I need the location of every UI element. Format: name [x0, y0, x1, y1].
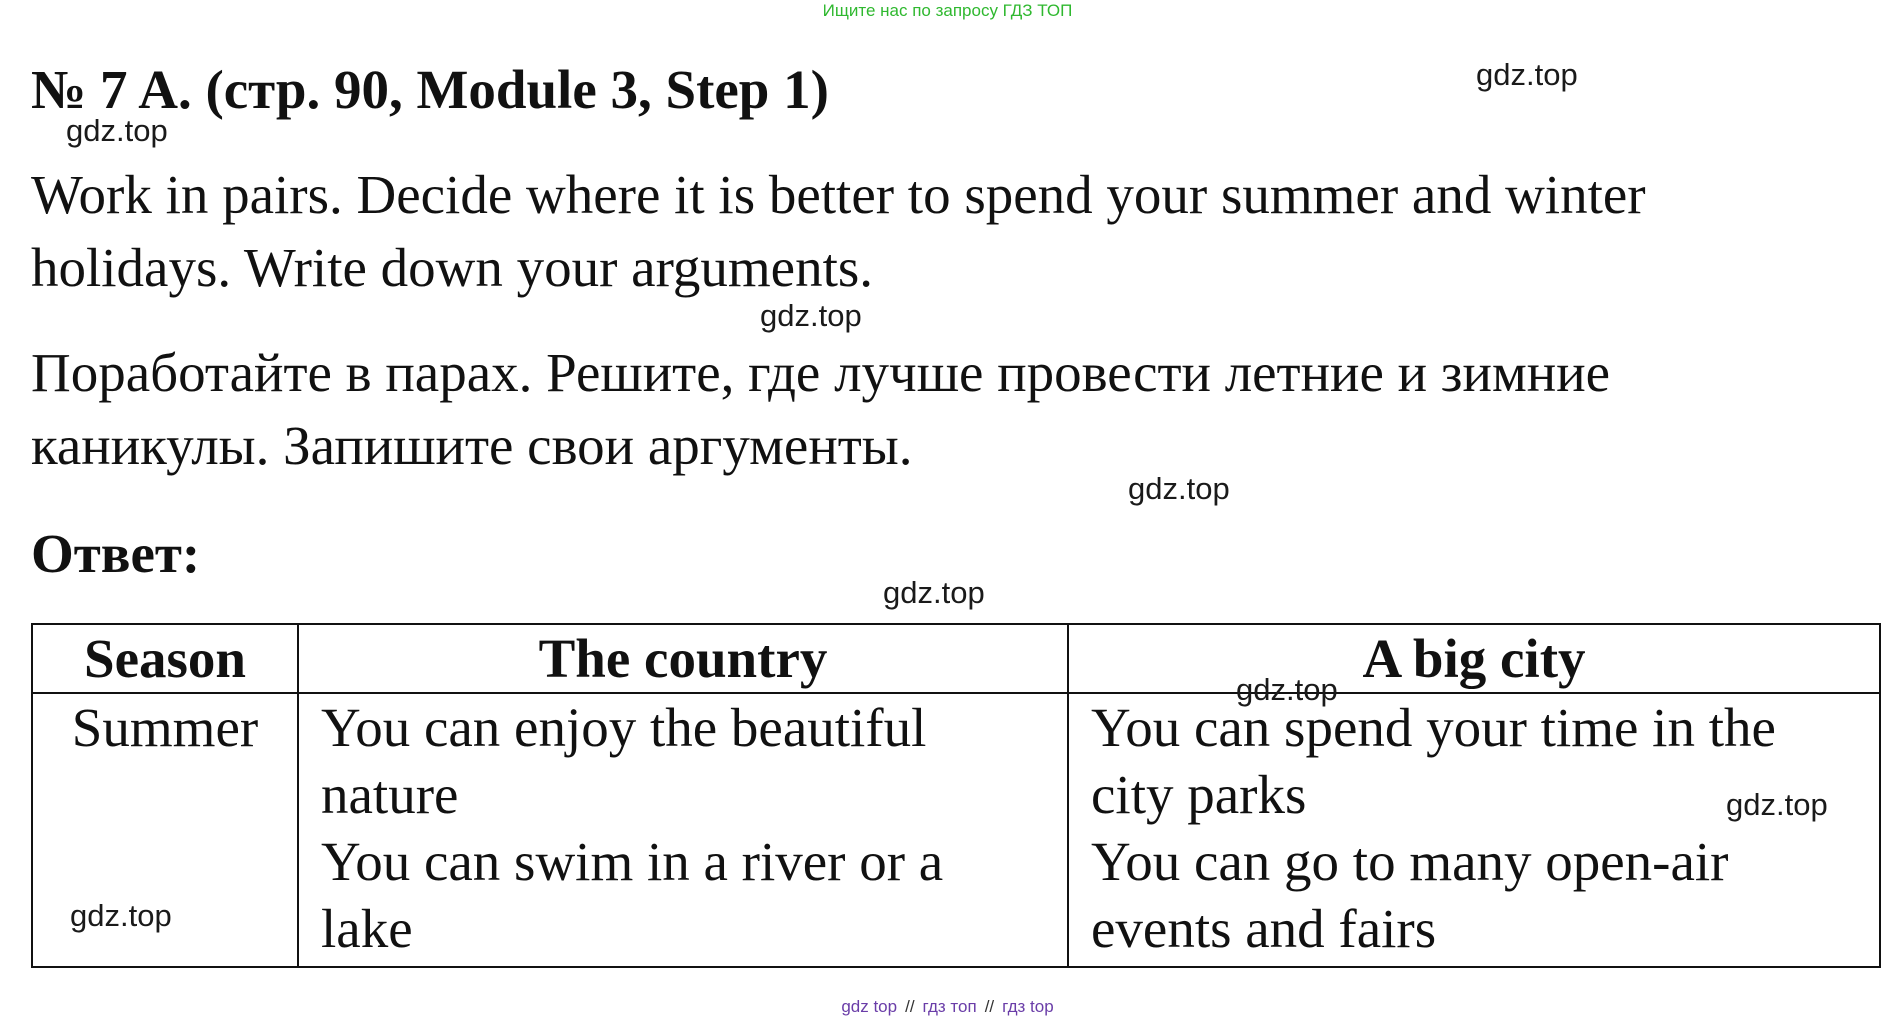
top-banner: Ищите нас по запросу ГДЗ ТОП: [822, 1, 1073, 20]
city-line: You can spend your time in the: [1091, 697, 1776, 758]
answer-table: [31, 623, 1881, 968]
header-country: The country: [298, 624, 1068, 693]
country-line: nature: [321, 764, 459, 825]
country-line: You can swim in a river or a: [321, 831, 944, 892]
city-line: You can go to many open-air: [1091, 831, 1729, 892]
season-cell: Summer: [32, 693, 298, 967]
footer-link-gdz-top-mixed[interactable]: гдз top: [1002, 997, 1054, 1016]
footer-links: [0, 996, 1895, 1018]
instruction-english-line: holidays. Write down your arguments.: [31, 237, 874, 298]
city-line: events and fairs: [1091, 898, 1437, 959]
watermark: gdz.top: [760, 298, 862, 333]
watermark: gdz.top: [1128, 471, 1230, 506]
header-season: Season: [32, 624, 298, 693]
watermark: gdz.top: [883, 575, 985, 610]
header-city: A big city: [1068, 624, 1880, 693]
answer-heading: Ответ:: [31, 523, 201, 584]
country-line: lake: [321, 898, 413, 959]
country-cell: [298, 693, 1068, 967]
watermark: gdz.top: [66, 113, 168, 148]
footer-separator: //: [905, 997, 915, 1016]
table-header-row: [32, 624, 1880, 693]
instruction-english: [31, 158, 1646, 304]
watermark: gdz.top: [1476, 57, 1578, 92]
instruction-russian: [31, 336, 1610, 482]
city-line: city parks: [1091, 764, 1307, 825]
country-line: You can enjoy the beautiful: [321, 697, 927, 758]
city-cell: [1068, 693, 1880, 967]
watermark: gdz.top: [70, 898, 172, 933]
instruction-english-line: Work in pairs. Decide where it is better to spend your summer and winter: [31, 164, 1646, 225]
footer-separator: //: [984, 997, 995, 1016]
instruction-russian-line: Поработайте в парах. Решите, где лучше провести летние и зимние: [31, 342, 1611, 403]
watermark: gdz.top: [1236, 672, 1338, 707]
table-row: [32, 693, 1880, 967]
footer-link-gdz-top-ru[interactable]: гдз топ: [922, 997, 977, 1016]
instruction-russian-line: каникулы. Запишите свои аргументы.: [31, 415, 913, 476]
exercise-title: № 7 A. (стр. 90, Module 3, Step 1): [31, 59, 829, 120]
watermark: gdz.top: [1726, 787, 1828, 822]
footer-link-gdz-top[interactable]: gdz top: [841, 997, 898, 1016]
